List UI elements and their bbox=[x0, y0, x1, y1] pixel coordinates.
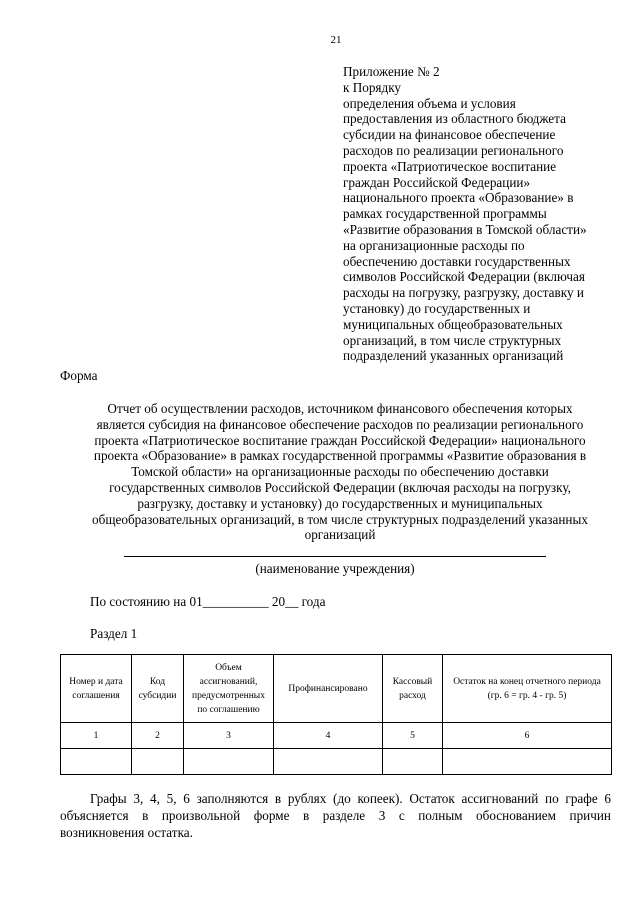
column-number-cell: 1 bbox=[61, 723, 132, 749]
table-cell bbox=[184, 749, 274, 775]
report-title-line: государственных символов Российской Федерации (включая расходы на погрузку, bbox=[109, 479, 571, 495]
report-table bbox=[60, 654, 612, 775]
table-header-cell: Кассовый расход bbox=[383, 655, 443, 723]
appendix-line: к Порядку bbox=[343, 79, 402, 95]
column-number-cell: 4 bbox=[274, 723, 383, 749]
appendix-line: подразделений указанных организаций bbox=[343, 348, 564, 364]
report-title-line: организаций bbox=[304, 527, 376, 543]
appendix-line: проекта «Патриотическое воспитание bbox=[343, 158, 557, 174]
appendix-line: обеспечению доставки государственных bbox=[343, 253, 571, 269]
appendix-line: организаций, в том числе структурных bbox=[343, 332, 562, 348]
appendix-line: «Развитие образования в Томской области» bbox=[343, 221, 587, 237]
column-number-cell: 6 bbox=[443, 723, 612, 749]
table-header-row bbox=[61, 655, 612, 723]
note-line: возникновения остатка. bbox=[60, 825, 193, 840]
appendix-line: расходов по реализации регионального bbox=[343, 142, 564, 158]
table-column-number-row bbox=[61, 723, 612, 749]
institution-caption: (наименование учреждения) bbox=[255, 561, 415, 576]
report-title-line: разгрузку, доставку и установку) до государственных и муниципальных bbox=[137, 495, 543, 511]
appendix-line: субсидии на финансовое обеспечение bbox=[343, 127, 556, 143]
appendix-line: граждан Российской Федерации» bbox=[343, 174, 531, 190]
table-header-cell: Номер и дата соглашения bbox=[61, 655, 132, 723]
table-header-cell: Профинансировано bbox=[274, 655, 383, 723]
appendix-line: расходы на погрузку, разгрузку, доставку и bbox=[343, 285, 584, 301]
note-line: Графы 3, 4, 5, 6 заполняются в рублях (до копеек). Остаток ассигнований по графе 6 bbox=[90, 791, 611, 806]
page-number: 21 bbox=[330, 34, 342, 46]
column-number-cell: 2 bbox=[132, 723, 184, 749]
table-cell bbox=[61, 749, 132, 775]
appendix-line: муниципальных общеобразовательных bbox=[343, 316, 563, 332]
as-of-date: По состоянию на 01__________ 20__ года bbox=[90, 594, 326, 609]
appendix-line: предоставления из областного бюджета bbox=[343, 111, 566, 127]
appendix-line: рамках государственной программы bbox=[343, 206, 547, 222]
table-cell bbox=[274, 749, 383, 775]
appendix-line: национального проекта «Образование» в bbox=[343, 190, 574, 206]
appendix-block bbox=[343, 64, 613, 364]
report-title-line: проекта «Образование» в рамках государственной программы «Развитие образования в bbox=[93, 448, 587, 464]
appendix-line: на организационные расходы по bbox=[343, 237, 525, 253]
column-number-cell: 3 bbox=[184, 723, 274, 749]
table-header-cell: Объем ассигнований, предусмотренных по соглашению bbox=[184, 655, 274, 723]
table-row bbox=[61, 749, 612, 775]
report-title-line: проекта «Патриотическое воспитание граждан Российской Федерации» национального bbox=[94, 432, 586, 448]
report-title-line: Отчет об осуществлении расходов, источником финансового обеспечения которых bbox=[107, 401, 573, 416]
appendix-line: определения объема и условия bbox=[343, 95, 516, 111]
table-header-cell: Код субсидии bbox=[132, 655, 184, 723]
note-line: объясняется в произвольной форме в разделе 3 с полным обоснованием причин bbox=[60, 808, 611, 823]
table-note bbox=[60, 790, 611, 841]
section-title: Раздел 1 bbox=[90, 626, 138, 641]
table-cell bbox=[132, 749, 184, 775]
form-label: Форма bbox=[60, 368, 98, 383]
table-header-cell: Остаток на конец отчетного периода (гр. 6 = гр. 4 - гр. 5) bbox=[443, 655, 612, 723]
appendix-line: Приложение № 2 bbox=[343, 64, 440, 79]
appendix-line: установку) до государственных и bbox=[343, 300, 531, 316]
column-number-cell: 5 bbox=[383, 723, 443, 749]
table-cell bbox=[443, 749, 612, 775]
report-title-line: Томской области» на организационные расходы по обеспечению доставки bbox=[131, 464, 549, 480]
table-cell bbox=[383, 749, 443, 775]
report-title-line: является субсидия на финансовое обеспечение расходов по реализации регионального bbox=[96, 416, 584, 432]
institution-name-line bbox=[124, 556, 546, 557]
report-title bbox=[60, 401, 620, 543]
appendix-line: символов Российской Федерации (включая bbox=[343, 269, 585, 285]
report-title-line: общеобразовательных организаций, в том числе структурных подразделений указанных bbox=[92, 511, 588, 527]
